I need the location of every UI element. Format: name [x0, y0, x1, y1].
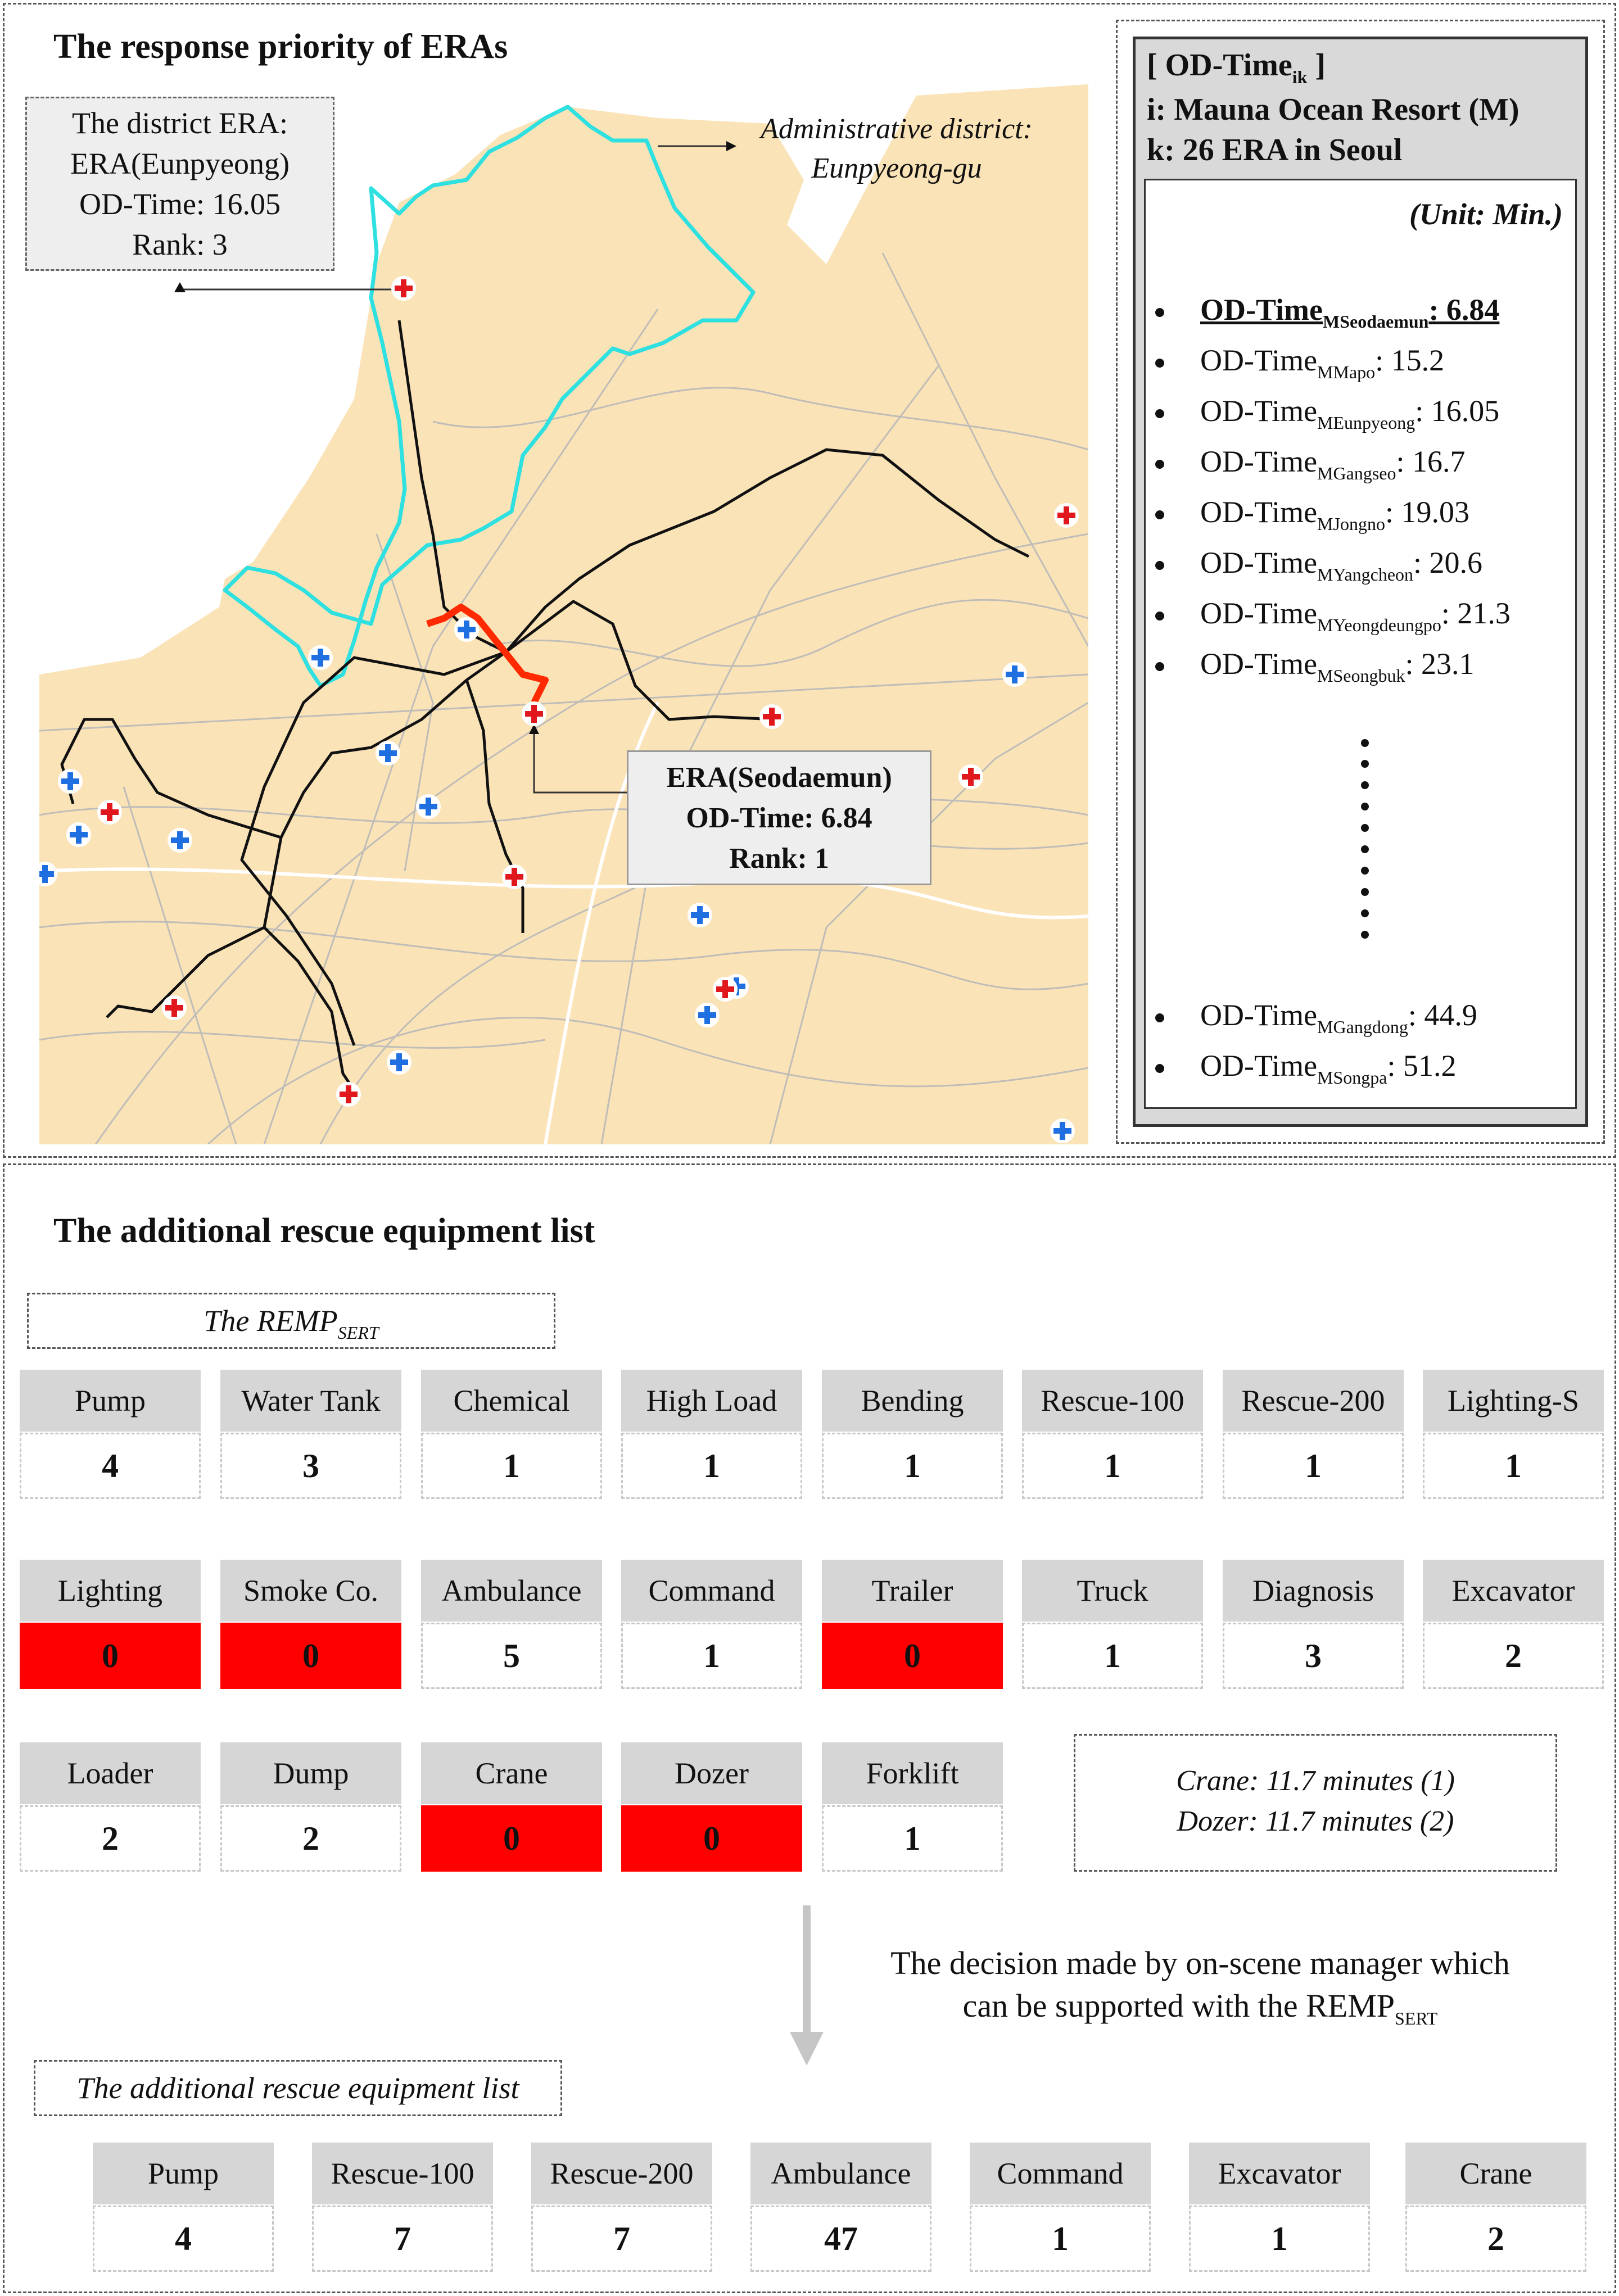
equipment-cell-value: 1	[822, 1805, 1003, 1872]
ellipsis-dot	[1361, 845, 1369, 853]
od-header-line2: i: Mauna Ocean Resort (M)	[1147, 92, 1519, 127]
era-blue-marker-icon	[308, 645, 333, 670]
era-blue-marker-icon	[695, 1003, 720, 1027]
bullet-icon	[1155, 409, 1164, 418]
equipment-cell-label: Rescue-100	[1022, 1370, 1203, 1432]
final-equipment-cell-label: Rescue-100	[312, 2143, 493, 2204]
district-callout-line2: ERA(Eunpyeong)	[70, 147, 290, 180]
decision-line1: The decision made by on-scene manager which	[890, 1945, 1510, 1981]
equipment-cell-label: Pump	[20, 1370, 201, 1432]
bullet-icon	[1155, 561, 1164, 570]
final-equipment-cell-value: 7	[312, 2206, 493, 2272]
equipment-cell-label: High Load	[621, 1370, 802, 1432]
ellipsis-dot	[1361, 824, 1369, 832]
era-red-marker-icon	[97, 800, 122, 825]
equipment-cell-label: Loader	[20, 1742, 201, 1804]
equipment-cell-label: Smoke Co.	[220, 1560, 401, 1622]
equipment-cell-value: 0	[822, 1623, 1003, 1689]
equipment-cell-label: Command	[621, 1560, 802, 1622]
ellipsis-dot	[1361, 760, 1369, 768]
era-blue-marker-icon	[1050, 1118, 1075, 1143]
equipment-cell-value: 1	[1423, 1433, 1604, 1499]
note-line1: Crane: 11.7 minutes (1)	[1176, 1765, 1455, 1797]
bullet-icon	[1155, 359, 1164, 368]
decision-text	[832, 1942, 1568, 2032]
final-equipment-cell-value: 4	[93, 2206, 274, 2272]
equipment-cell-label: Diagnosis	[1223, 1560, 1404, 1622]
od-time-text: OD-Time$_{MJongno}$: 19.03	[1200, 495, 1469, 534]
ellipsis-dot	[1361, 888, 1369, 896]
equipment-cell-value: 5	[421, 1623, 602, 1689]
od-time-text: OD-Time$_{MGangseo}$: 16.7	[1200, 445, 1466, 483]
bullet-icon	[1155, 1064, 1164, 1073]
od-time-text: OD-Time$_{MGangdong}$: 44.9	[1200, 998, 1477, 1037]
equipment-cell-label: Rescue-200	[1223, 1370, 1404, 1432]
od-time-text: OD-Time$_{MYangcheon}$: 20.6	[1200, 546, 1483, 585]
ellipsis-dot	[1361, 867, 1369, 875]
final-equipment-cell-value: 7	[531, 2206, 712, 2272]
bullet-icon	[1155, 510, 1164, 519]
final-equipment-cell-label: Pump	[93, 2143, 274, 2204]
era-blue-marker-icon	[1002, 662, 1027, 687]
equipment-cell-value: 0	[421, 1805, 602, 1872]
ellipsis-dot	[1361, 803, 1369, 810]
equipment-cell-value: 0	[220, 1623, 401, 1689]
od-time-text: OD-Time$_{MMapo}$: 15.2	[1200, 343, 1445, 382]
note-box	[1074, 1734, 1557, 1872]
equipment-cell-value: 2	[220, 1805, 401, 1872]
era-red-marker-icon	[1054, 503, 1079, 528]
bullet-icon	[1155, 612, 1164, 621]
final-equipment-cell-label: Ambulance	[750, 2143, 931, 2204]
ellipsis-dot	[1361, 781, 1369, 789]
district-callout-line4: Rank: 3	[132, 228, 228, 261]
seodaemun-callout-line3: Rank: 1	[729, 843, 829, 875]
era-blue-marker-icon	[168, 828, 192, 853]
equipment-cell-value: 1	[822, 1433, 1003, 1499]
admin-label-line1: Administrative district:	[761, 113, 1033, 145]
bullet-icon	[1155, 460, 1164, 469]
od-header-line1: [ OD-Time$_{ik}$ ]	[1147, 48, 1326, 87]
equipment-cell-label: Excavator	[1423, 1560, 1604, 1622]
equipment-cell-label: Truck	[1022, 1560, 1203, 1622]
od-time-text: OD-Time$_{MSeodaemun}$: 6.84	[1200, 293, 1500, 332]
final-equipment-cell-value: 2	[1405, 2206, 1586, 2272]
era-blue-marker-icon	[688, 903, 712, 927]
equipment-cell-label: Ambulance	[421, 1560, 602, 1622]
seodaemun-callout	[627, 750, 931, 885]
district-callout-line1: The district ERA:	[72, 106, 288, 140]
ellipsis-dot	[1361, 739, 1369, 747]
equipment-cell-label: Chemical	[421, 1370, 602, 1432]
bullet-icon	[1155, 1013, 1164, 1022]
equipment-cell-label: Dozer	[621, 1742, 802, 1804]
equipment-cell-value: 1	[621, 1623, 802, 1689]
final-list-label-box: The additional rescue equipment list	[34, 2060, 562, 2116]
final-equipment-cell-label: Command	[970, 2143, 1151, 2204]
bullet-icon	[1155, 308, 1164, 317]
equipment-cell-value: 4	[20, 1433, 201, 1499]
era-red-marker-icon	[162, 995, 187, 1020]
equipment-cell-value: 1	[1022, 1623, 1203, 1689]
era-blue-marker-icon	[376, 741, 400, 766]
equipment-cell-value: 3	[220, 1433, 401, 1499]
final-equipment-cell-value: 1	[970, 2206, 1151, 2272]
decision-line2: can be supported with the $REMP_{SERT}$	[962, 1987, 1438, 2028]
admin-district-label	[734, 110, 1060, 188]
admin-label-line2: Eunpyeong-gu	[811, 152, 982, 184]
final-equipment-cell-value: 47	[750, 2206, 931, 2272]
equipment-cell-label: Bending	[822, 1370, 1003, 1432]
down-arrow-icon	[790, 1905, 824, 2068]
equipment-cell-label: Crane	[421, 1742, 602, 1804]
era-red-marker-icon	[391, 276, 416, 301]
od-header-line3: k: 26 ERA in Seoul	[1147, 133, 1403, 167]
equipment-cell-value: 1	[1022, 1433, 1203, 1499]
od-time-text: OD-Time$_{MSeongbuk}$: 23.1	[1200, 647, 1475, 686]
era-red-marker-icon	[336, 1082, 361, 1107]
era-red-marker-icon	[759, 704, 784, 729]
seodaemun-callout-line2: OD-Time: 6.84	[686, 802, 872, 834]
ellipsis-dot	[1361, 931, 1369, 939]
era-blue-marker-icon	[58, 769, 83, 794]
equipment-cell-value: 0	[621, 1805, 802, 1872]
top-panel-title: The response priority of ERAs	[53, 28, 508, 66]
equipment-cell-value: 1	[1223, 1433, 1404, 1499]
equipment-cell-value: 0	[20, 1623, 201, 1689]
district-era-callout	[25, 97, 334, 271]
era-blue-marker-icon	[387, 1050, 411, 1075]
bottom-panel-title: The additional rescue equipment list	[53, 1212, 595, 1250]
od-time-text: OD-Time$_{MEunpyeong}$: 16.05	[1200, 394, 1500, 433]
equipment-cell-value: 1	[421, 1433, 602, 1499]
era-red-marker-icon	[502, 864, 527, 889]
era-blue-marker-icon	[66, 822, 91, 847]
unit-label: (Unit: Min.)	[1409, 197, 1563, 231]
equipment-cell-value: 3	[1223, 1623, 1404, 1689]
equipment-cell-label: Trailer	[822, 1560, 1003, 1622]
equipment-cell-value: 1	[621, 1433, 802, 1499]
seodaemun-callout-line1: ERA(Seodaemun)	[666, 762, 892, 794]
era-blue-marker-icon	[454, 617, 479, 642]
equipment-cell-value: 2	[20, 1805, 201, 1872]
final-equipment-cell-label: Rescue-200	[531, 2143, 712, 2204]
equipment-cell-label: Dump	[220, 1742, 401, 1804]
equipment-cell-label: Lighting-S	[1423, 1370, 1604, 1432]
era-red-marker-icon	[713, 977, 738, 1002]
bullet-icon	[1155, 662, 1164, 671]
od-time-text: OD-Time$_{MYeongdeungpo}$: 21.3	[1200, 596, 1511, 635]
ellipsis-dot	[1361, 909, 1369, 917]
od-time-header	[1147, 45, 1519, 170]
final-equipment-cell-value: 1	[1189, 2206, 1370, 2272]
equipment-cell-label: Forklift	[822, 1742, 1003, 1804]
era-red-marker-icon	[522, 701, 546, 726]
equipment-cell-label: Lighting	[20, 1560, 201, 1622]
od-time-text: OD-Time$_{MSongpa}$: 51.2	[1200, 1049, 1457, 1088]
final-equipment-cell-label: Excavator	[1189, 2143, 1370, 2204]
era-red-marker-icon	[958, 764, 983, 789]
equipment-cell-value: 2	[1423, 1623, 1604, 1689]
era-blue-marker-icon	[416, 794, 441, 819]
equipment-cell-label: Water Tank	[220, 1370, 401, 1432]
district-callout-line3: OD-Time: 16.05	[79, 187, 281, 221]
remp-label-box: The $REMP_{SERT}$	[27, 1293, 555, 1349]
final-equipment-cell-label: Crane	[1405, 2143, 1586, 2204]
note-line2: Dozer: 11.7 minutes (2)	[1177, 1805, 1454, 1837]
